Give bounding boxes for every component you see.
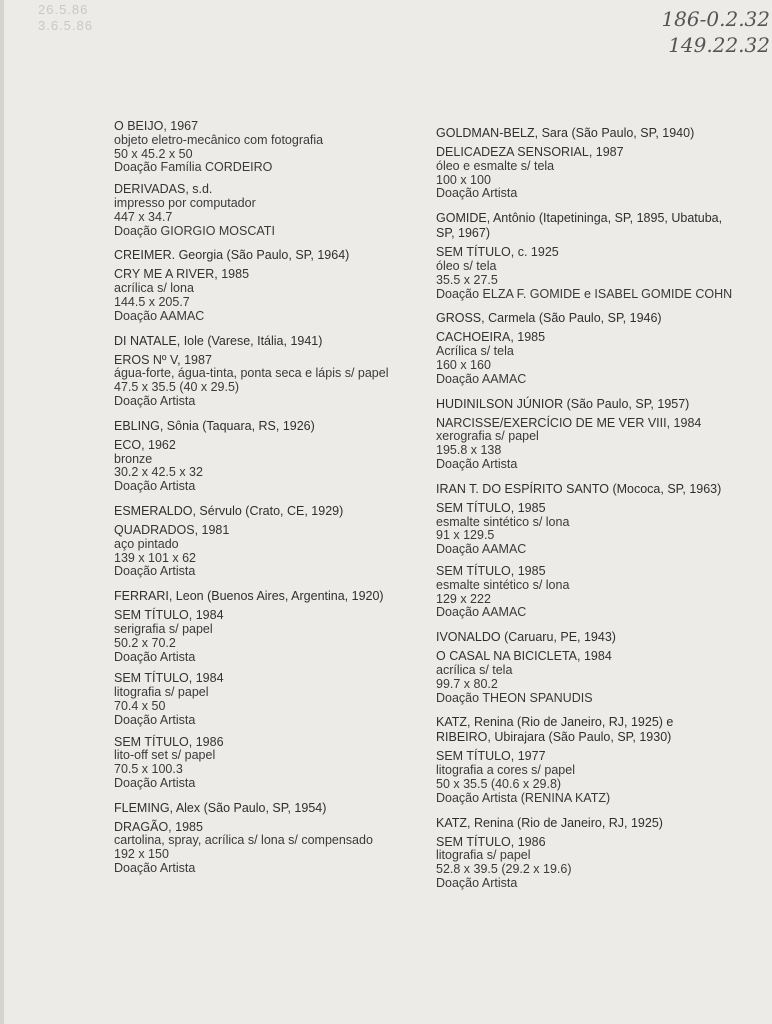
artist-info: (Crato, CE, 1929) [241,503,344,518]
artwork-detail: Acrílica s/ tela [436,344,514,359]
artist-info: (Buenos Aires, Argentina, 1920) [203,589,384,604]
artist-info: (Taquara, RS, 1926) [198,418,315,433]
artwork-detail: água-forte, água-tinta, ponta seca e lápis s/ papel [114,366,389,381]
right-column [436,126,736,901]
artwork-detail: litografia a cores s/ papel [436,763,575,778]
artist-entry [114,589,414,791]
artwork [436,565,736,620]
artwork-title: NARCISSE/EXERCÍCIO DE ME VER VIII, 1984 [436,415,702,430]
handwritten-catalog-number [661,6,770,58]
artwork-detail: 192 x 150 [114,847,169,862]
artwork-detail: acrílica s/ tela [436,662,513,677]
artwork-detail: 139 x 101 x 62 [114,550,197,565]
artwork-detail: Doação Artista [114,861,196,876]
artwork-detail: Doação Artista [114,564,196,579]
artwork-detail: 195.8 x 138 [436,443,502,458]
artwork-detail: 160 x 160 [436,357,491,372]
artwork [114,120,414,175]
artwork-title: O CASAL NA BICICLETA, 1984 [436,649,612,664]
artwork-title: ECO, 1962 [114,437,176,452]
artwork-detail: Doação GIORGIO MOSCATI [114,223,275,238]
artist-entry [114,419,414,494]
artwork-detail: 70.4 x 50 [114,698,166,713]
artist-info: (São Paulo, SP, 1940) [567,126,695,140]
artwork-detail: Doação Artista [114,649,196,664]
artwork-title: CRY ME A RIVER, 1985 [114,267,250,282]
artist-info: (São Paulo, SP, 1954) [200,800,327,815]
artist-name: IVONALDO [436,630,501,645]
artwork [114,439,414,494]
artwork [436,502,736,557]
artwork-detail: Doação AAMAC [436,542,527,557]
artist-entry [114,120,414,238]
artist-heading [114,419,414,434]
artwork-detail: Doação Artista [436,186,518,201]
artwork-detail: 100 x 100 [436,172,491,187]
artwork-detail: 447 x 34.7 [114,209,173,224]
artwork-detail: acrílica s/ lona [114,281,194,296]
artwork-detail: aço pintado [114,536,179,551]
artist-info: (Varese, Itália, 1941) [203,333,323,348]
artist-info: (Rio de Janeiro, RJ, 1925) e [513,715,674,730]
artwork-title: CACHOEIRA, 1985 [436,330,546,345]
artist-name: GROSS, Carmela [436,311,536,326]
artwork [114,736,414,791]
artwork-title: SEM TÍTULO, 1984 [114,671,224,686]
artist-heading [114,334,414,349]
artist-entry [436,482,736,620]
artist-info: (Rio de Janeiro, RJ, 1925) [513,815,663,830]
artwork-detail: 52.8 x 39.5 (29.2 x 19.6) [436,862,572,877]
artist-info: (Caruaru, PE, 1943) [500,630,616,645]
catalog-number-line: 149.22.32 [668,33,770,57]
artist-heading [436,397,736,412]
artist-heading [114,589,414,604]
artwork-title: DERIVADAS, s.d. [114,182,213,197]
artwork-title: EROS Nº V, 1987 [114,352,212,367]
artwork-detail: objeto eletro-mecânico com fotografia [114,132,324,147]
artwork [114,524,414,579]
artwork-detail: 70.5 x 100.3 [114,762,183,777]
artwork-detail: 47.5 x 35.5 (40 x 29.5) [114,380,240,395]
artwork [114,268,414,323]
catalog-number-line: 186-0.2.32 [661,7,770,31]
artist-name: FLEMING, Alex [114,800,201,815]
artwork-detail: esmalte sintético s/ lona [436,577,570,592]
artist-name: DI NATALE, Iole [114,333,204,348]
artist-name: ESMERALDO, Sérvulo [114,503,242,518]
artist-entry [436,715,736,805]
artwork [436,331,736,386]
artwork [436,417,736,472]
artist-info: (São Paulo, SP, 1930) [545,730,672,745]
artwork [114,821,414,876]
artist-heading [436,630,736,645]
artist-entry [436,397,736,472]
artist-info: (São Paulo, SP, 1964) [223,248,350,263]
artwork [436,246,736,301]
artwork-detail: Doação THEON SPANUDIS [436,690,593,705]
artist-heading [436,482,736,497]
artist-name: GOMIDE, Antônio [436,211,536,226]
faded-stamp [38,2,93,34]
artwork-detail: 50 x 35.5 (40.6 x 29.8) [436,776,562,791]
artist-info: (São Paulo, SP, 1957) [563,396,690,411]
artist-heading [436,126,736,141]
artwork [114,354,414,409]
artwork [436,146,736,201]
artwork-detail: Doação Artista (RENINA KATZ) [436,790,611,805]
artwork-detail: impresso por computador [114,195,256,210]
artwork-title: O BEIJO, 1967 [114,119,199,133]
artwork-detail: Doação Artista [436,456,518,471]
artwork-detail: 50.2 x 70.2 [114,635,176,650]
artwork-detail: Doação Artista [114,479,196,494]
artwork-detail: cartolina, spray, acrílica s/ lona s/ compensado [114,833,373,848]
artist-heading [436,715,736,745]
artist-heading [436,211,736,241]
artwork-title: SEM TÍTULO, 1984 [114,608,224,623]
artwork-detail: Doação Família CORDEIRO [114,160,273,175]
artwork-title: SEM TÍTULO, 1977 [436,749,546,764]
artist-name: IRAN T. DO ESPÍRITO SANTO [436,481,609,496]
artwork-title: SEM TÍTULO, 1986 [436,834,546,849]
faded-stamp-line: 26.5.86 [38,2,89,17]
artist-name: EBLING, Sônia [114,418,199,433]
artist-entry [114,334,414,409]
artwork-detail: litografia s/ papel [114,685,209,700]
artist-heading [114,801,414,816]
artist-name: KATZ, Renina [436,715,514,730]
artwork-detail: litografia s/ papel [436,848,531,863]
artist-name: HUDINILSON JÚNIOR [436,396,564,411]
artwork-detail: 50 x 45.2 x 50 [114,146,193,161]
artist-info: (Itapetininga, SP, 1895, Ubatuba, SP, 1967) [436,211,723,241]
artist-entry [114,248,414,323]
artist-entry [114,504,414,579]
faded-stamp-line: 3.6.5.86 [38,18,93,33]
artwork-detail: lito-off set s/ papel [114,748,216,763]
artist-heading [114,504,414,519]
artwork-detail: esmalte sintético s/ lona [436,514,570,529]
artwork-detail: Doação Artista [114,712,196,727]
artwork-detail: Doação Artista [114,393,196,408]
artist-entry [436,126,736,201]
artwork-title: QUADRADOS, 1981 [114,522,230,537]
page-edge [0,0,4,1024]
artist-name: KATZ, Renina [436,815,514,830]
artwork [436,750,736,805]
artwork-detail: Doação AAMAC [436,371,527,386]
artist-heading [436,311,736,326]
artwork-detail: 99.7 x 80.2 [436,676,498,691]
artwork-detail: xerografia s/ papel [436,429,539,444]
left-column [114,120,414,886]
artwork-title: SEM TÍTULO, c. 1925 [436,245,559,260]
artist-info: (São Paulo, SP, 1946) [535,311,662,326]
artwork [436,650,736,705]
artist-heading [114,248,414,263]
artwork-detail: serigrafia s/ papel [114,621,213,636]
artwork-detail: óleo s/ tela [436,258,497,273]
artwork-detail: 144.5 x 205.7 [114,294,190,309]
artwork-detail: óleo e esmalte s/ tela [436,158,555,173]
artist-entry [436,630,736,705]
artist-info: (Mococa, SP, 1963) [608,481,722,496]
artwork-title: SEM TÍTULO, 1986 [114,734,224,749]
artist-entry [114,801,414,876]
artist-name: FERRARI, Leon [114,589,204,604]
artist-entry [436,816,736,891]
artwork-title: DRAGÃO, 1985 [114,819,203,834]
artwork [114,609,414,664]
artwork-title: SEM TÍTULO, 1985 [436,563,546,578]
artwork-detail: 91 x 129.5 [436,528,495,543]
artwork [114,183,414,238]
artwork-detail: 35.5 x 27.5 [436,272,498,287]
artwork-detail: 30.2 x 42.5 x 32 [114,465,203,480]
artwork-detail: Doação Artista [114,775,196,790]
artwork-title: SEM TÍTULO, 1985 [436,500,546,515]
artwork [114,672,414,727]
artist-entry [436,311,736,386]
artwork-detail: Doação AAMAC [114,308,205,323]
artwork-detail: Doação AAMAC [436,605,527,620]
artwork-detail: Doação ELZA F. GOMIDE e ISABEL GOMIDE COHN [436,286,733,301]
artwork-detail: 129 x 222 [436,591,491,606]
artist-name: GOLDMAN-BELZ, Sara [436,126,568,140]
artist-heading [436,816,736,831]
artwork [436,836,736,891]
artist-entry [436,211,736,301]
artwork-title: DELICADEZA SENSORIAL, 1987 [436,145,624,159]
artwork-detail: Doação Artista [436,875,518,890]
artwork-detail: bronze [114,451,153,466]
artist-name: RIBEIRO, Ubirajara [436,730,546,745]
artist-name: CREIMER. Georgia [114,248,224,263]
